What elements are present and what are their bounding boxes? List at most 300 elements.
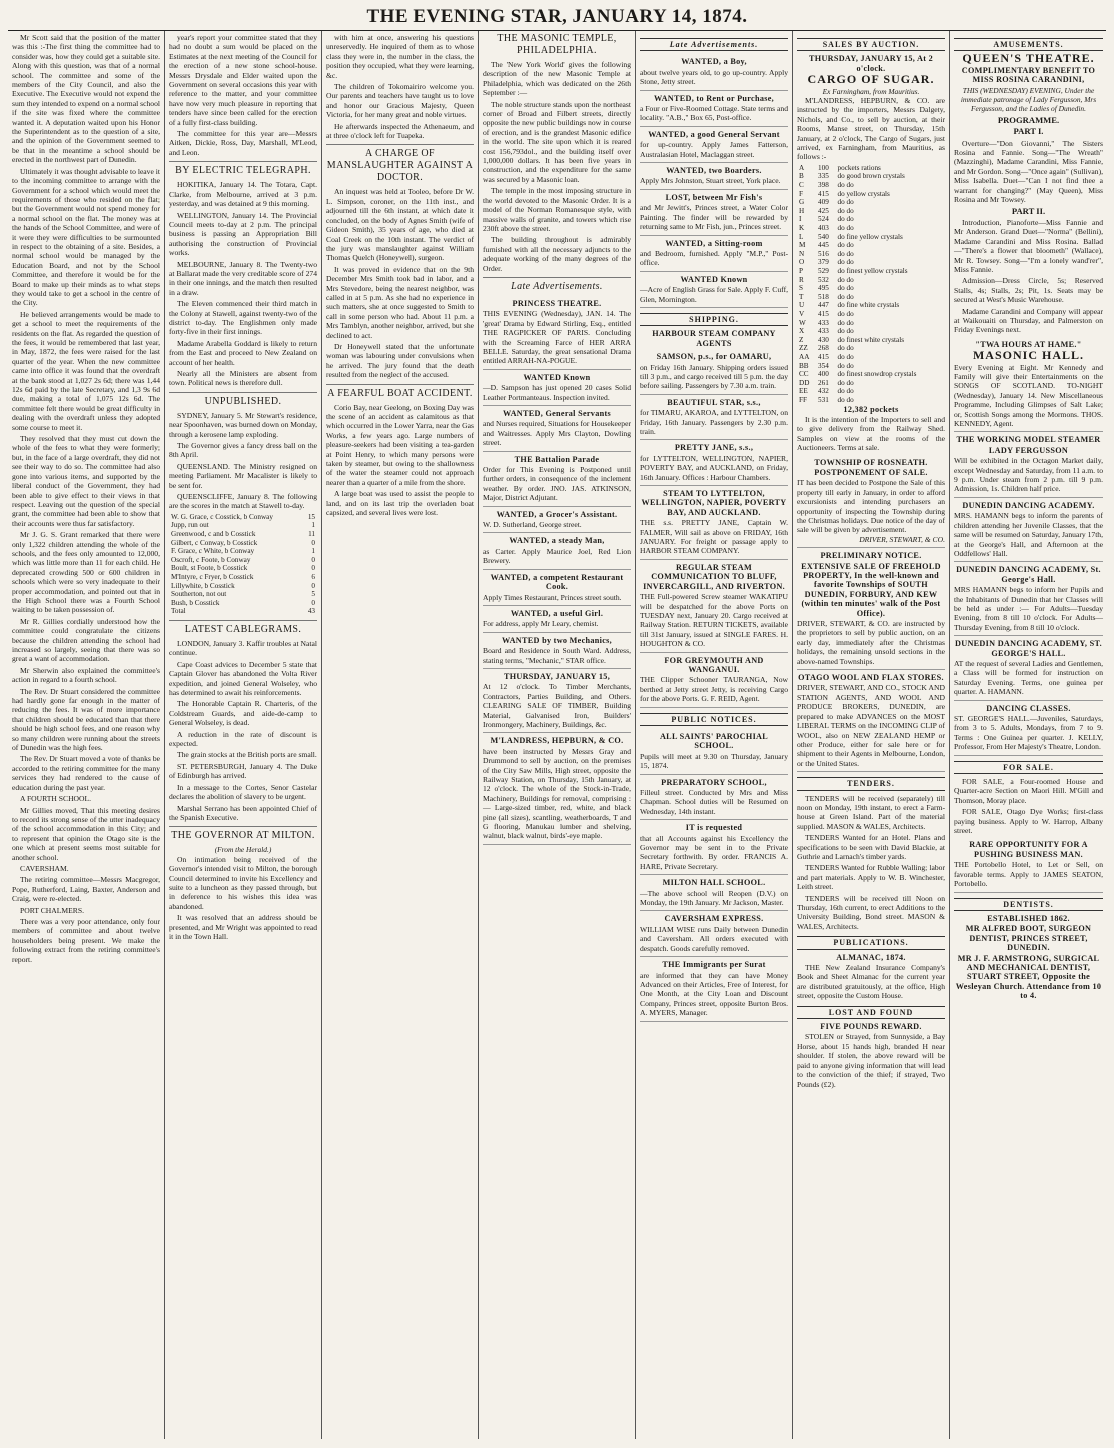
benefit-sub: THIS (WEDNESDAY) EVENING, Under the immediate patronage of Lady Fergusson, Mrs Fergusson, and the Ladies of Dunedin. — [960, 85, 1097, 114]
classified-ad-title: WANTED, a Grocer's Assistant. — [496, 509, 618, 519]
cargo-row — [797, 250, 945, 259]
cargo-row-cell: do do — [837, 352, 854, 361]
steamer-ad — [954, 432, 1103, 497]
twa-hours-title: "TWA HOURS AT HAME." — [975, 339, 1082, 349]
score-row-cell: 6 — [311, 573, 315, 582]
shipping-ad-body: for LYTTELTON, WELLINGTON, NAPIER, POVERTY BAY, and AUCKLAND, on Friday, 16th January. Offices : Harbour Chambers. — [640, 453, 788, 482]
part-2-body: Introduction, Pianoforte—Miss Fannie and Mr Anderson. Grand Duet—"Norma" (Bellini), Madame Carandini and Miss Rosina. Ballad—"There's a flower that bloometh" (Wallace), Mr R. Towsey. Song—"I'm a lonely wand'rer", Miss Fannie. — [954, 217, 1103, 274]
cargo-row — [797, 267, 945, 276]
classified-ad-title: THE Battalion Parade — [514, 454, 600, 464]
public-notice-title: CAVERSHAM EXPRESS. — [664, 914, 764, 924]
sale-notice: FOR SALE, a Four-roomed House and Quarter-acre Section on Maori Hill. M'Gill and Thomson, Moray place. — [954, 777, 1103, 805]
shipping-ad-title: FOR GREYMOUTH AND WANGANUI. — [664, 655, 764, 674]
score-row-cell: Gilbert, c Conway, b Cosstick — [171, 538, 258, 547]
cargo-row-cell: V — [799, 309, 805, 318]
cargo-total: 12,382 pockets — [843, 404, 899, 414]
cargo-row — [797, 207, 945, 216]
score-row-cell: 5 — [311, 590, 315, 599]
queens-theatre-title: QUEEN'S THEATRE. — [962, 51, 1095, 66]
article-paragraph: Mr R. Gillies cordially understood how the committee could congratulate the citizens because the children attending the school had increased so largely, seeing that there was so great a want of accommodation. — [12, 616, 160, 664]
shipping-heading: SHIPPING. — [640, 313, 788, 326]
score-row-cell: Total — [171, 607, 186, 616]
cargo-row-cell: F — [799, 189, 803, 198]
classified-ad-body: and Mr Jewitt's, Princes street, a Water Color Painting. The finder will be rewarded by returning same to Mr Fish, jun., Princes street. — [640, 203, 788, 232]
classes-ad — [954, 701, 1103, 756]
shipping-ad — [640, 440, 788, 486]
sugar-title: CARGO OF SUGAR. — [807, 72, 935, 87]
classified-ad — [640, 190, 788, 236]
sale-notice: FOR SALE, Otago Dye Works; first-class paying business. Apply to W. Harrop, Albany street. — [954, 807, 1103, 836]
benefit-title: COMPLIMENTARY BENEFIT TO MISS ROSINA CARANDINI, — [961, 65, 1096, 85]
dancing-3-body: AT the request of several Ladies and Gentlemen, a Class will be formed for instruction on Saturday Evening. Terms, one guinea per quarter. A. HAMANN. — [954, 658, 1103, 697]
postponement-title: POSTPONEMENT OF SALE. — [814, 467, 928, 477]
twa-hours-ad — [954, 337, 1103, 433]
classified-ad — [483, 633, 631, 669]
article-paragraph: It was resolved that an address should be presented, and Mr Wright was appointed to read it in the Town Hall. — [169, 913, 317, 941]
classified-ad-body: and Bedroom, furnished. Apply "M.P.," Post-office. — [640, 248, 788, 268]
cargo-row-cell: do do — [837, 206, 854, 215]
cargo-row-cell: do finest white crystals — [837, 335, 904, 344]
cargo-row — [797, 379, 945, 388]
cargo-row-cell: do do — [837, 292, 854, 301]
cargo-row-cell: 516 — [818, 249, 829, 258]
cargo-row — [797, 258, 945, 267]
cargo-row-cell: I — [799, 215, 802, 224]
cargo-row-cell: do do — [837, 378, 854, 387]
article-paragraph: Mr Scott said that the position of the matter was this :-The first thing the committee had to consider was, how they could get a suitable site. Along with this question, was that of a normal school. The committee and some of the members of the City Council, and also the Executive. The Executive would not expend the sum they intended to expend on a normal school if the site was fixed where the committee wanted it. A deputation waited upon his Honor the Superintendent as to the question of a site, and the opinion of the Government seemed to be that in the meantime a school should be erected in the northwest part of Dunedin. — [12, 33, 160, 165]
article-paragraph: The 'New York World' gives the following description of the new Masonic Temple at Philadelphia, which was dedicated on the 26th September :— — [483, 60, 631, 98]
dancing-ad-2 — [954, 562, 1103, 636]
cargo-row-cell: Z — [799, 335, 804, 344]
article-paragraph: Dr Honeywell stated that the unfortunate woman was labouring under convulsions when he arrived. The jury found that the death resulted from the neglect of the accused. — [326, 341, 474, 380]
boat-accident-heading: A FEARFUL BOAT ACCIDENT. — [326, 384, 474, 400]
telegraph-item: Nearly all the Ministers are absent from town. Political news is therefore dull. — [169, 369, 317, 388]
manslaughter-heading: A CHARGE OF MANSLAUGHTER AGAINST A DOCTOR. — [326, 144, 474, 184]
tender-notice: TENDERS will be received till Noon on Thursday, 16th current, to erect Additions to the University Building, Bond street. MASON & WALES, Architects. — [797, 893, 945, 931]
classified-ad-body: For address, apply Mr Leary, chemist. — [483, 619, 599, 629]
classified-ad — [483, 570, 631, 606]
cargo-row-cell: 409 — [818, 198, 829, 207]
cargo-row-cell: do do — [837, 215, 854, 224]
article-paragraph: Mr Gillies moved, That this meeting desires to record its strong sense of the utter inadequacy of the school accommodation in this City; and to represent that opinion the Otago site is the one which at present seems most suitable for another school. — [12, 805, 160, 862]
tender-notice: TENDERS will be received (separately) till noon on Monday, 19th instant, to erect a Farm-house at Green Island. Part of the material supplied. MASON & WALES, Architects. — [797, 793, 945, 831]
article-paragraph: Ultimately it was thought advisable to leave it to the incoming committee to arrange with the Government for a school which would meet the requirements of those who resided on the flat; but the Government would not spend money for a normal school on the flat. The money was at the hands of the School Committee, and were of it were they were difficulties to be surmounted in respect to the obtaining of a site. Besides, a normal school would be managed by the Education Board, and not by the School Committee, and therefore it would be for the Board to make up their minds as to what steps they would take to get a school in the centre of the City. — [12, 166, 160, 308]
cargo-row-cell: 415 — [818, 189, 829, 198]
article-paragraph: An inquest was held at Tooleo, before Dr W. L. Simpson, coroner, on the 11th inst., and adjourned till the 6th instant, at which date it concluded, on the body of Agnes Smith (wife of Gideon Smith), 35 years of age, who died at Coal Creek on the 10th instant. The verdict of the jury was manslaughter against William Thomas Quelch (Honeywell), surgeon. — [326, 187, 474, 263]
classified-ad-body: THIS EVENING (Wednesday), JAN. 14. The 'great' Drama by Edward Stirling, Esq., entitled THE RAGPICKER OF PARIS. Concluding with the Screaming Farce of HER ARRA BELLE. Saturday, the great sensational Drama entitled ARRAH-NA-POGUE. — [483, 309, 631, 366]
cargo-row-cell: S — [799, 284, 803, 293]
score-row-cell: 0 — [311, 538, 315, 547]
classes-body: ST. GEORGE'S HALL.—Juveniles, Saturdays, from 3 to 5. Adults, Mondays, from 7 to 9. Terms : One Guinea per quarter. J. KELLY, Professor, From Her Majesty's Theatre, London. — [954, 714, 1103, 752]
classified-ad — [483, 669, 631, 733]
cargo-row — [797, 181, 945, 190]
classified-ad-title: WANTED, a useful Girl. — [510, 608, 604, 618]
cargo-row-cell: M — [799, 241, 806, 250]
classified-ad-title: WANTED Known — [680, 274, 748, 284]
classified-ad-body: for up-country. Apply James Fatterson, Australasian Hotel, Maclaggan street. — [640, 140, 788, 159]
dancing-2-body: MRS HAMANN begs to inform her Pupils and the Inhabitants of Dunedin that her Classes will be held as under :— For Adults—Tuesday Evening, from 8 till 10 o'clock. For Adults—Thursday Evening, from 8 till 10 o'clock. — [954, 585, 1103, 632]
boot-ad: MR ALFRED BOOT, SURGEON DENTIST, PRINCES STREET, DUNEDIN. — [965, 924, 1092, 953]
score-row — [169, 530, 317, 539]
classified-ad — [483, 296, 631, 370]
cargo-row — [797, 164, 945, 173]
cargo-row-cell: 447 — [818, 301, 829, 310]
rosneath-ad — [797, 455, 945, 549]
classified-ad-title: WANTED by two Mechanics, — [502, 635, 612, 645]
admission-text: Admission—Dress Circle, 5s; Reserved Stalls, 4s; Stalls, 2s; Pit, 1s. Seats may be secured at West's Music Warehouse. — [954, 276, 1103, 305]
cargo-row-cell: G — [799, 198, 805, 207]
sales-heading: SALES BY AUCTION. — [797, 38, 945, 51]
milton-source: (From the Herald.) — [214, 845, 272, 855]
cargo-row-cell: ZZ — [799, 344, 808, 353]
cargo-row-cell: 518 — [818, 292, 829, 301]
sugar-date: THURSDAY, JANUARY 15, At 2 o'clock. — [809, 54, 933, 73]
score-row-cell: 1 — [311, 521, 315, 530]
cargo-row-cell: 354 — [818, 361, 829, 370]
cargo-row-cell: 529 — [818, 267, 829, 275]
classified-ad-body: W. D. Sutherland, George street. — [483, 520, 582, 530]
cargo-row-cell: C — [799, 181, 804, 190]
dancing-3-title: DUNEDIN DANCING ACADEMY, ST. GEORGE'S HALL. — [955, 639, 1102, 658]
cargo-row — [797, 319, 945, 328]
cargo-row-cell: do do — [837, 309, 854, 318]
masonic-temple-heading: THE MASONIC TEMPLE, PHILADELPHIA. — [497, 33, 617, 56]
reward-body: STOLEN or Strayed, from Sunnyside, a Bay Horse, about 15 hands high, branded H near shoulder. If stolen, the above reward will be paid to anyone giving information that will lead to the conviction of the thief; if strayed, Two Pounds (£2). — [797, 1032, 945, 1089]
dancing-1-body: MRS. HAMANN begs to inform the parents of children attending her Juvenile Classes, that the same will be resumed on Saturday, January 17th, at the George's Hall, and Afternoon at the Oddfellows' Hall. — [954, 511, 1103, 558]
column-2 — [165, 31, 322, 1439]
cargo-row-cell: X — [799, 327, 805, 336]
cargo-row — [797, 396, 945, 405]
score-row — [169, 564, 317, 573]
telegraph-item: The Eleven commenced their third match in the Colony at Stawell, against twenty-two of the district to-day. The Englishmen only made forty-five in their first innings. — [169, 299, 317, 337]
cargo-row-cell: 430 — [818, 335, 829, 344]
shipping-ad-title: REGULAR STEAM COMMUNICATION TO BLUFF, INVERCARGILL, AND RIVERTON. — [643, 562, 785, 591]
cargo-row-cell: do fine white crystals — [837, 301, 900, 310]
cargo-row-cell: K — [799, 224, 805, 233]
unpublished-item: QUEENSLAND. The Ministry resigned on meeting Parliament. Mr Macalister is likely to be sent for. — [169, 461, 317, 490]
cargo-row-cell: do do — [837, 258, 854, 267]
classified-ad — [483, 533, 631, 569]
article-paragraph: year's report your committee stated that they had no doubt a sum would be placed on the Estimates at the next meeting of the Council for the erection of a new stone school-house. Messrs Drysdale and Elder waited upon the Government on several occasions this year with reference to the matter, and your committee have now very much pleasure in reporting that tenders have since been called for the erection of a fully first-class building. — [169, 33, 317, 127]
almanac-body: THE New Zealand Insurance Company's Book and Sheet Almanac for the current year are distributed gratuitously, at the office, High street, opposite the Custom House. — [797, 963, 945, 1001]
public-notices-heading: PUBLIC NOTICES. — [640, 713, 788, 726]
score-row-cell: W. G. Grace, c Cosstick, b Conway — [171, 512, 273, 521]
cargo-row-cell: 379 — [818, 258, 829, 267]
extensive-title: EXTENSIVE SALE OF FREEHOLD PROPERTY, In the well-known and favorite Townships of SOUTH DUNEDIN, FORBURY, AND KEW (within ten minutes' walk of the Post Office). — [801, 561, 941, 618]
public-notice-title: THE Immigrants per Surat — [662, 960, 766, 970]
steamer-name: LADY FERGUSSON — [988, 445, 1069, 455]
almanac-title: ALMANAC, 1874. — [836, 952, 906, 962]
otago-stores-ad — [797, 670, 945, 772]
armstrong-ad: MR J. F. ARMSTRONG, SURGICAL AND MECHANICAL DENTIST, STUART STREET, Opposite the Wesleyan Church. Attendance from 10 to 4. — [955, 953, 1102, 1001]
otago-stores-body: DRIVER, STEWART, AND CO., STOCK AND STATION AGENTS, AND WOOL AND PRODUCE BROKERS, DUNEDIN, are prepared to make ADVANCES on the MOST LIBERAL TERMS on the INCOMING CLIP of WOOL, also on NEW ZEALAND HEMP or other Produce, either for sale here or for shipment to their Agents in Melbourne, London, or the United States. — [797, 683, 945, 768]
cargo-row-cell: 415 — [818, 352, 829, 361]
shipping-ad-title: SAMSON, p.s., for OAMARU, — [656, 352, 772, 362]
score-row — [169, 521, 317, 530]
cargo-row-cell: do do — [837, 284, 854, 293]
masonic-hall-body: Every Evening at Eight. Mr Kennedy and Family will give their Entertainments on the SONGS OF SCOTLAND. TO-NIGHT (Wednesday), January 14. New Miscellaneous Programme, Including Glimpses of Salt Lake; or, Scottish Songs among the Mormons. THOS. KENNEDY, Agent. — [954, 362, 1103, 429]
rare-ad — [954, 837, 1103, 892]
cablegrams-heading: LATEST CABLEGRAMS. — [169, 620, 317, 636]
classified-ad-title: WANTED, a competent Restaurant Cook. — [490, 572, 624, 592]
classified-ad — [640, 236, 788, 272]
cable-item: Cape Coast advices to December 5 state that Captain Glover has abandoned the Volta River expedition, and joined General Wolseley, who has determined to await his reinforcements. — [169, 659, 317, 698]
prelim-title: PRELIMINARY NOTICE. — [820, 551, 922, 561]
cable-item: A reduction in the rate of discount is expected. — [169, 729, 317, 749]
shipping-ad-title: PRETTY JANE, s.s., — [674, 443, 754, 453]
cargo-row-cell: B — [799, 172, 804, 181]
unpublished-item: SYDNEY, January 5. Mr Stewart's residence, near Spoonhaven, was burned down on Monday, through a kerosene lamp exploding. — [169, 410, 317, 439]
classified-ad — [483, 370, 631, 406]
shipping-ad — [640, 653, 788, 708]
cable-item: The grain stocks at the British ports are small. — [177, 750, 317, 760]
cargo-row-cell: 400 — [818, 370, 829, 379]
article-paragraph: PORT CHALMERS. — [20, 905, 84, 915]
cargo-row-cell: 524 — [818, 215, 829, 224]
article-paragraph: He believed arrangements would be made to get a school to meet the requirements of the residents on the flat. As regarded the question of the fees, it would be remembered that last year, in May, 1872, the fees were raised for the last quarter of the year. When the new committee came into office it was found that the overdraft at the bank stood at 1,027 2s 6d; there was 1,44 12s 6d paid by the late Secretary, and 1,3 9s 6d due, making a total of 1,075 12s 6d. The committee felt there would be great difficulty in dealing with the overdraft unless they adopted some course to meet it. — [12, 309, 160, 432]
cargo-row-cell: W — [799, 318, 806, 327]
classified-ad-body: a Four or Five-Roomed Cottage. State terms and locality. "A.B.," Box 65, Post-office. — [640, 104, 788, 123]
shipping-ad-body: on Friday 16th January. Shipping orders issued till 3 p.m., and cargo received till 5 p.m. the day before sailing. Passengers by 7.30 a.m. train. — [640, 362, 788, 391]
cargo-row-cell: 398 — [818, 181, 829, 190]
classified-ad-body: At 12 o'clock. To Timber Merchants, Contractors, Parties Building, and Others. CLEARING SALE OF TIMBER, Building Material, Galvanised Iron, Builders' Ironmongery, Machinery, Buildings, &c. — [483, 682, 631, 729]
score-row-cell: Greenwood, c and b Cosstick — [171, 530, 256, 539]
cargo-row — [797, 172, 945, 181]
reward-title: FIVE POUNDS REWARD. — [820, 1022, 922, 1032]
article-paragraph: with him at once, answering his questions unreservedly. He inquired of them as to whose class they were in, the number in the class, the position they occupied, what they were learning, &c. — [326, 33, 474, 80]
telegraph-item: HOKITIKA, January 14. The Totara, Capt. Clarke, from Melbourne, arrived at 3 p.m. yesterday, and was detained at 9 this morning. — [169, 180, 317, 209]
article-paragraph: Corio Bay, near Geelong, on Boxing Day was the scene of an accident as calamitous as that which occurred in the Lower Yarra, near the Gas Works, a few years ago. Large numbers of pleasure-seekers had been visiting a tea-garden at Point Henry, to which many persons were taken by steamer, but owing to the shallowness of the water the steamer could not approach nearer than a quarter of a mile from the shore. — [326, 402, 474, 487]
tenders-heading: TENDERS. — [797, 777, 945, 790]
article-paragraph: Mr Sherwin also explained the committee's action in regard to a fourth school. — [12, 665, 160, 685]
public-notice-body: Filleul street. Conducted by Mrs and Miss Chapman. School duties will be Resumed on Wednesday, 14th instant. — [640, 788, 788, 816]
public-notice-title: IT is requested — [685, 823, 743, 833]
classified-ad-title: M'LANDRESS, HEPBURN, & CO. — [490, 736, 624, 746]
classified-ad-body: Apply Mrs Johnston, Stuart street, York place. — [640, 176, 781, 186]
publications-heading: PUBLICATIONS. — [797, 936, 945, 949]
cargo-row — [797, 301, 945, 310]
cargo-row-cell: H — [799, 206, 805, 215]
classified-ad-title: WANTED, a steady Man, — [509, 536, 605, 546]
cable-item: ST. PETERSBURGH, January 4. The Duke of Edinburgh has arrived. — [169, 761, 317, 781]
public-notice — [640, 911, 788, 957]
cargo-row — [797, 241, 945, 250]
cargo-row — [797, 387, 945, 396]
score-row-cell: 1 — [311, 547, 315, 556]
classified-ad-title: WANTED, General Servants — [503, 409, 611, 418]
cargo-row-cell: pockets rations — [837, 163, 881, 172]
article-paragraph: The Rev. Dr Stuart considered the committee had hardly gone far enough in the matter of reducing the fees. It was of more importance that children should be educated than that there should be high school fees, and one reason why so many children were running about the streets of Dunedin was the high fees. — [12, 686, 160, 753]
public-notice-body: are informed that they can have Money Advanced on their Articles, Free of Interest, for One Month, at the City Loan and Discount Company, Princes street, opposite Burton Bros. A. MYERS, Manager. — [640, 970, 788, 1018]
shipping-ad-title: STEAM TO LYTTELTON, WELLINGTON, NAPIER, POVERTY BAY, AND AUCKLAND. — [641, 489, 787, 517]
score-row — [169, 599, 317, 608]
score-row — [169, 607, 317, 616]
for-sale-heading: FOR SALE. — [954, 761, 1103, 774]
public-notice-body: WILLIAM WISE runs Daily between Dunedin and Caversham. All orders executed with despatch. Goods carefully removed. — [640, 924, 788, 953]
score-row — [169, 590, 317, 599]
dancing-1-title: DUNEDIN DANCING ACADEMY. — [962, 500, 1095, 510]
cargo-row-cell: do do — [837, 198, 854, 207]
cargo-row-cell: do do — [837, 327, 854, 336]
cargo-row-cell: do finest snowdrop crystals — [837, 370, 917, 379]
cargo-row-cell: 403 — [818, 224, 829, 233]
cargo-row-cell: do do — [837, 361, 854, 370]
score-row-cell: M'Intyre, c Fryer, b Cosstick — [171, 573, 254, 582]
part-2-title: PART II. — [1011, 205, 1046, 216]
cargo-row — [797, 344, 945, 353]
classified-ad-body: have been instructed by Messrs Gray and Drummond to sell by auction, on the premises of the City Saw Mills, High street, opposite the Railway Station, on Thursday, 15th January, at 12 o'clock. The whole of the Stock-in-Trade, Machinery, Buildings for removal, comprising :— Large-sized timber, red, white, and black pine (all sizes), scantling, weatherboards, T and G flooring, Manukau lumber and shelving, walnut, black walnut, birds'-eye maple. — [483, 746, 631, 841]
amusements-heading: AMUSEMENTS. — [954, 38, 1103, 51]
cargo-row — [797, 310, 945, 319]
column-7 — [950, 31, 1106, 1439]
steamer-body: Will be exhibited in the Octagon Market daily, except Wednesday and Saturday, from 11 a.m. to 9 p.m. Under steam from 2 p.m. till 9 p.m. Admission, 1s. Children half price. — [954, 456, 1103, 494]
cargo-row-cell: 432 — [818, 387, 829, 396]
classified-ad-title: LOST, between Mr Fish's — [665, 192, 763, 202]
article-paragraph: The committee for this year are—Messrs Aitken, Dickie, Ross, Day, Marshall, M'Leod, and Leon. — [169, 129, 317, 157]
classified-ad-title: WANTED, a Boy, — [681, 57, 747, 67]
column-4 — [479, 31, 636, 1439]
score-row-cell: 11 — [308, 530, 315, 539]
cargo-row — [797, 198, 945, 207]
cargo-row — [797, 224, 945, 233]
sugar-sub: Ex Farningham, from Mauritius. — [822, 86, 920, 96]
score-row-cell: 43 — [307, 607, 315, 616]
cargo-row — [797, 327, 945, 336]
cricket-scores — [169, 513, 317, 616]
cargo-row — [797, 215, 945, 224]
cargo-row-cell: BB — [799, 361, 809, 370]
admission-text-2: Madame Carandini and Company will appear at Waikouaiti on Thursday, and Palmerston on Friday Evenings next. — [954, 306, 1103, 335]
classified-ad — [483, 452, 631, 507]
column-5 — [636, 31, 793, 1439]
dancing-ad-3 — [954, 636, 1103, 700]
cargo-row — [797, 190, 945, 199]
public-notice-body: Pupils will meet at 9.30 on Thursday, January 15, 1874. — [640, 751, 788, 771]
score-row-cell: Jupp, run out — [171, 521, 209, 530]
cable-item: LONDON, January 3. Kaffir troubles at Natal continue. — [169, 639, 317, 658]
milton-heading: THE GOVERNOR AT MILTON. — [169, 826, 317, 842]
score-row-cell: Boult, st Foote, b Cosstick — [171, 564, 248, 573]
cargo-row-cell: 261 — [818, 378, 829, 387]
shipping-ad-body: THE s.s. PRETTY JANE, Captain W. FALMER, Will sail as above on FRIDAY, 16th JANUARY. For freight or passage apply to HARBOR STEAM COMPANY. — [640, 518, 788, 556]
unpublished-item: The Governor gives a fancy dress ball on the 8th April. — [169, 441, 317, 460]
article-paragraph: The children of Tokomairiro welcome you. Our parents and teachers have taught us to love and honor our Gracious Majesty, Queen Victoria, for her many great and noble virtues. — [326, 82, 474, 120]
rosneath-title: TOWNSHIP OF ROSNEATH. — [814, 457, 928, 467]
cargo-row — [797, 293, 945, 302]
score-row-cell: 0 — [311, 555, 315, 564]
cargo-row-cell: N — [799, 249, 805, 258]
cargo-row-cell: O — [799, 258, 805, 267]
cargo-row — [797, 233, 945, 242]
masthead: THE EVENING STAR, JANUARY 14, 1874. — [8, 4, 1106, 31]
article-paragraph: On intimation being received of the Governor's intended visit to Milton, the borough Council determined to invite his Excellency and suite to a luncheon as they passed through, but in deference to his wishes this idea was abandoned. — [169, 854, 317, 911]
classified-ad — [483, 733, 631, 844]
article-paragraph: The retiring committee—Messrs Macgregor, Pope, Rutherford, Laing, Baxter, Anderson and Craig, were re-elected. — [12, 875, 160, 904]
classified-ad-title: WANTED, to Rent or Purchase, — [654, 93, 774, 103]
telegraph-item: WELLINGTON, January 14. The Provincial Council meets to-day at 2 p.m. The principal business is passing an Appropriation Bill authorising the construction of Provincial works. — [169, 210, 317, 258]
article-paragraph: The building throughout is admirably furnished with all the necessary adjuncts to the adequate working of the many degrees of the Order. — [483, 235, 631, 273]
classified-ad-title: WANTED, a good General Servant — [648, 129, 780, 139]
score-row-cell: F. Grace, c White, b Conway — [171, 547, 255, 556]
cargo-row-cell: do do — [837, 395, 854, 404]
classified-ad-body: about twelve years old, to go up-country. Apply Stone, Jetty street. — [640, 67, 788, 87]
cargo-row-cell: do do — [837, 181, 854, 190]
classified-ad-title: THURSDAY, JANUARY 15, — [503, 671, 611, 681]
article-paragraph: CAVERSHAM. — [20, 863, 69, 873]
public-notice — [640, 775, 788, 821]
classified-ad — [483, 406, 631, 452]
classified-ad-title: WANTED, two Boarders. — [666, 166, 762, 176]
article-paragraph: It was proved in evidence that on the 9th December Mrs Smith took bad in labor, and a Mrs Stevedore, being the nearest neighbor, was called in at 5 p.m. As she had no experience in such matters, she at once suggested to Smith to call in some person who had. About 11 p.m. a Mrs Tamblyn, another neighbor, arrived, but she declined to act. — [326, 264, 474, 340]
cable-item: Marshal Serrano has been appointed Chief of the Spanish Executive. — [169, 803, 317, 822]
shipping-ad — [640, 560, 788, 653]
article-paragraph: A large boat was used to assist the people to land, and on its last trip the overladen boat capsized, and several lives were lost. — [326, 489, 474, 518]
classified-ad — [640, 127, 788, 163]
classified-ad-title: PRINCESS THEATRE. — [512, 298, 602, 308]
freehold-body: DRIVER, STEWART, & CO. are instructed by the proprietors to sell by public auction, on an early day, immediately after the Christmas holidays, the remaining unsold sections in the above-named Townships. — [797, 619, 945, 666]
cargo-row-cell: 433 — [818, 318, 829, 327]
tender-notice: TENDERS Wanted for an Hotel. Plans and specifications to be seen with David Blackie, at Guthrie and Larnach's timber yards. — [797, 833, 945, 861]
classified-ad-body: —D. Sampson has just opened 20 cases Solid Leather Portmanteaus. Inspection invited. — [483, 383, 631, 402]
cargo-row-cell: do do — [837, 318, 854, 327]
score-row-cell: 0 — [311, 581, 315, 590]
shipping-ad-body: for TIMARU, AKAROA, and LYTTELTON, on Friday, 16th January. Passengers by 2.30 p.m. train. — [640, 408, 788, 436]
cargo-row-cell: U — [799, 301, 805, 310]
otago-stores-title: OTAGO WOOL AND FLAX STORES. — [798, 673, 944, 683]
cargo-row-cell: do do — [837, 387, 854, 396]
classified-ad-body: Order for This Evening is Postponed until further orders, in consequence of the inclement weather. By order. JNO. JAS. ATKINSON, Major, District Adjutant. — [483, 465, 631, 503]
telegraph-item: Madame Arabella Goddard is likely to return from the East and proceed to New Zealand on account of her health. — [169, 338, 317, 367]
classified-ad-body: and Nurses required, Situations for Housekeeper and Waitresses. Apply Mrs Clayton, Dowling street. — [483, 419, 631, 448]
score-row-cell: Southerton, not out — [171, 590, 227, 599]
public-notice — [640, 729, 788, 775]
masonic-hall-title: MASONIC HALL. — [972, 348, 1084, 363]
column-3 — [322, 31, 479, 1439]
shipping-ad — [640, 395, 788, 441]
score-row-cell: 15 — [307, 512, 315, 521]
cargo-row-cell: 268 — [818, 344, 829, 353]
dancing-2-title: DUNEDIN DANCING ACADEMY, St. George's Hall. — [956, 565, 1101, 584]
dentists-heading: DENTISTS. — [954, 898, 1103, 911]
cargo-row-cell: 425 — [818, 206, 829, 215]
score-row — [169, 513, 317, 522]
public-notice — [640, 957, 788, 1021]
cargo-row-cell: 532 — [818, 275, 829, 284]
public-notice-title: PREPARATORY SCHOOL, — [661, 777, 767, 787]
score-row-cell: Oscroft, c Foote, b Conway — [171, 555, 251, 564]
cargo-row-cell: DD — [799, 378, 810, 387]
steamer-title: THE WORKING MODEL STEAMER — [956, 435, 1101, 445]
shipping-ad-body: THE Clipper Schooner TAURANGA, Now berthed at Jetty street Jetty, is receiving Cargo for the above Ports. G. F. REID, Agent. — [640, 675, 788, 704]
cargo-row-cell: AA — [799, 352, 810, 361]
classes-title: DANCING CLASSES. — [986, 703, 1071, 713]
cargo-row — [797, 276, 945, 285]
cargo-row-cell: A — [799, 163, 805, 172]
score-row-cell: Bush, b Cosstick — [171, 598, 220, 607]
harbour-heading: HARBOUR STEAM COMPANY AGENTS — [652, 329, 776, 348]
article-paragraph: There was a very poor attendance, only four members of committee and about twelve householders being present. We make the following extract from the retiring committee's report. — [12, 916, 160, 964]
telegraph-heading: BY ELECTRIC TELEGRAPH. — [169, 161, 317, 177]
part-1-body: Overture—"Don Giovanni," The Sisters Rosina and Fannie. Song—"The Wreath" (Mazzinghi), Madame Carandini, Miss Fannie, and Mr Gordon. Song—"Once again" (Sullivan), Miss Isabella. Duet—"Can I not find thee a warrant for changing?" (May Queen), Miss Rosina and Mr Towsey. — [954, 138, 1103, 205]
column-6 — [793, 31, 950, 1439]
column-1 — [8, 31, 165, 1439]
cargo-row-cell: T — [799, 292, 804, 301]
cargo-row-cell: EE — [799, 387, 808, 396]
cargo-row-cell: 495 — [818, 284, 829, 293]
cargo-row-cell: L — [799, 232, 804, 241]
cargo-row-cell: R — [799, 275, 804, 284]
unpublished-item: QUEENSCLIFFE, January 8. The following are the scores in the match at Stawell to-day. — [169, 492, 317, 511]
